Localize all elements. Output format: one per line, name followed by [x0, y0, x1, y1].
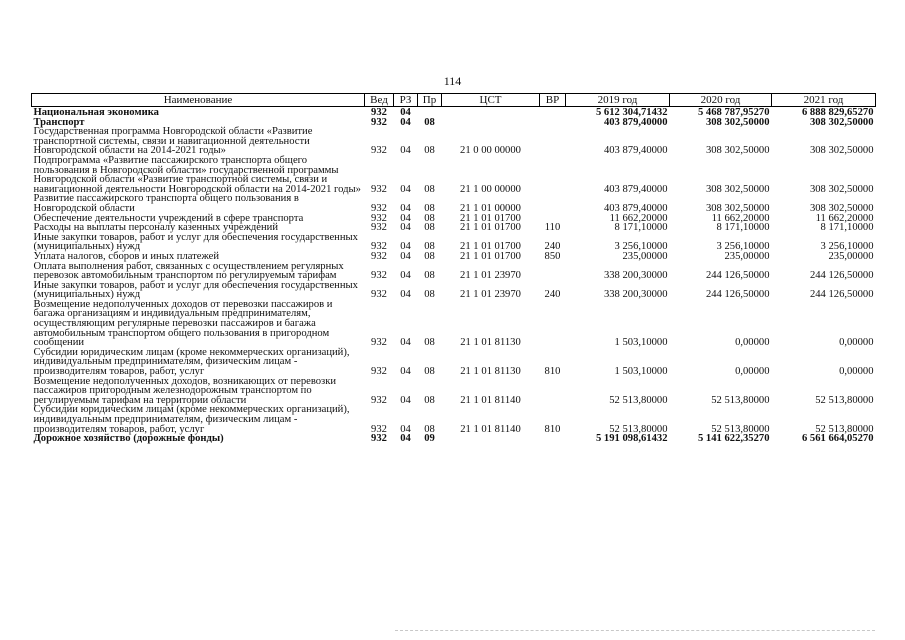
header-cst: ЦСТ [442, 94, 540, 107]
row-rz: 04 [400, 250, 411, 262]
row-rz: 04 [400, 337, 411, 349]
row-2021: 52 513,80000 [815, 423, 874, 435]
row-pr: 09 [424, 433, 435, 445]
row-pr [418, 107, 442, 118]
header-pr: Пр [418, 94, 442, 107]
header-ved: Вед [365, 94, 394, 107]
row-rz: 04 [400, 222, 411, 234]
table-row [32, 233, 876, 252]
row-2021: 235,00000 [828, 250, 874, 262]
row-2020: 308 302,50000 [705, 116, 770, 128]
row-2021: 308 302,50000 [809, 202, 874, 214]
row-rz: 04 [400, 433, 411, 445]
row-2019: 5 191 098,61432 [595, 433, 668, 445]
table-row [32, 434, 876, 444]
row-vr [540, 377, 566, 406]
row-pr: 08 [424, 289, 435, 301]
row-ved: 932 [371, 270, 387, 282]
row-pr: 08 [424, 145, 435, 157]
row-pr: 08 [424, 250, 435, 262]
row-2019: 403 879,40000 [603, 183, 668, 195]
row-name: Возмещение недополученных доходов от перевозки пассажиров и багажа организациям и индивидуальным предпринимателям, осуществляющим регулярные перевозки пассажиров и багажа автомобильным транспортом общего пользования в пригородном сообщении [33, 298, 333, 349]
row-cst [442, 107, 540, 118]
row-name: Иные закупки товаров, работ и услуг для обеспечения государственных (муниципальных) нужд [33, 279, 358, 301]
row-2020: 308 302,50000 [705, 183, 770, 195]
row-pr: 08 [424, 366, 435, 378]
row-cst: 21 1 01 23970 [460, 270, 521, 282]
row-name: Обеспечение деятельности учреждений в сфере транспорта [33, 212, 304, 224]
row-2021: 308 302,50000 [809, 183, 874, 195]
row-cst [442, 434, 540, 444]
row-ved: 932 [371, 183, 387, 195]
row-2019: 338 200,30000 [603, 270, 668, 282]
row-vr: 110 [544, 222, 561, 234]
row-2021: 244 126,50000 [809, 270, 874, 282]
row-2019: 403 879,40000 [603, 202, 668, 214]
row-ved: 932 [371, 289, 387, 301]
row-vr [540, 127, 566, 156]
row-vr [540, 156, 566, 194]
row-ved: 932 [371, 433, 387, 445]
row-vr: 850 [544, 250, 561, 262]
row-2019: 1 503,10000 [614, 366, 668, 378]
row-name: Субсидии юридическим лицам (кроме некоммерческих организаций), индивидуальным предпринимателям, физическим лицам - производителям товаров, работ, услуг [33, 346, 350, 378]
row-cst: 21 1 01 01700 [460, 222, 521, 234]
table-row [32, 281, 876, 300]
row-cst: 21 1 01 23970 [460, 289, 521, 301]
row-2021: 244 126,50000 [809, 289, 874, 301]
row-pr: 08 [424, 423, 435, 435]
row-2020: 5 141 622,35270 [697, 433, 770, 445]
row-2020: 3 256,10000 [716, 241, 770, 253]
row-cst: 21 1 01 01700 [460, 250, 521, 262]
row-pr: 08 [424, 116, 435, 128]
row-rz: 04 [400, 183, 411, 195]
budget-table [31, 93, 876, 444]
row-ved: 932 [371, 337, 387, 349]
header-name: Наименование [32, 94, 365, 107]
row-2021: 0,00000 [839, 337, 874, 349]
row-name: Расходы на выплаты персоналу казенных учреждений [33, 222, 278, 234]
row-vr [540, 262, 566, 281]
row-rz: 04 [400, 116, 411, 128]
row-2019: 11 662,20000 [609, 212, 668, 224]
header-2019: 2019 год [566, 94, 670, 107]
row-2020: 11 662,20000 [711, 212, 770, 224]
row-2019: 235,00000 [622, 250, 668, 262]
row-2021: 3 256,10000 [820, 241, 874, 253]
header-vr: ВР [540, 94, 566, 107]
row-2020: 308 302,50000 [705, 202, 770, 214]
row-rz: 04 [400, 202, 411, 214]
row-2021: 8 171,10000 [820, 222, 874, 234]
row-2020: 0,00000 [735, 366, 770, 378]
row-cst [442, 118, 540, 128]
row-2020: 52 513,80000 [711, 394, 770, 406]
row-name: Возмещение недополученных доходов, возникающих от перевозки пассажиров пригородным железнодорожным транспортом по регулируемым тарифам на территории области [33, 375, 337, 406]
row-vr: 240 [544, 289, 561, 301]
table-row [32, 127, 876, 156]
row-ved: 932 [371, 202, 387, 214]
row-2019: 403 879,40000 [603, 145, 668, 157]
row-2019: 52 513,80000 [609, 394, 668, 406]
row-rz: 04 [400, 423, 411, 435]
row-pr: 08 [424, 202, 435, 214]
row-ved: 932 [371, 145, 387, 157]
table-row [32, 156, 876, 194]
row-rz: 04 [400, 145, 411, 157]
table-row [32, 300, 876, 348]
row-vr: 810 [544, 366, 561, 378]
row-rz: 04 [400, 289, 411, 301]
row-name: Национальная экономика [33, 107, 159, 118]
page-number: 114 [443, 74, 462, 88]
row-vr [540, 194, 566, 213]
row-name: Иные закупки товаров, работ и услуг для обеспечения государственных (муниципальных) нужд [33, 231, 358, 253]
row-2020: 5 468 787,95270 [697, 107, 770, 118]
table-row [32, 405, 876, 434]
row-rz: 04 [400, 107, 411, 118]
row-ved: 932 [371, 394, 387, 406]
row-2019: 3 256,10000 [614, 241, 668, 253]
row-2019: 403 879,40000 [603, 116, 668, 128]
row-pr: 08 [424, 337, 435, 349]
row-vr: 240 [544, 241, 561, 253]
row-name: Уплата налогов, сборов и иных платежей [33, 250, 220, 262]
row-ved: 932 [371, 241, 387, 253]
row-2020: 52 513,80000 [711, 423, 770, 435]
row-vr [540, 300, 566, 348]
row-2020: 244 126,50000 [705, 289, 770, 301]
row-cst: 21 1 01 81140 [460, 394, 521, 406]
row-2020: 8 171,10000 [716, 222, 770, 234]
row-name: Государственная программа Новгородской области «Развитие транспортной системы, связи и навигационной деятельности Новгородской области на 2014-2021 годы» [33, 126, 313, 157]
row-pr: 08 [424, 394, 435, 406]
row-name: Подпрограмма «Развитие пассажирского транспорта общего пользования в Новгородской области» государственной программы Новгородской области «Развитие транспортной системы, связи и навигационной деятельности Новгородской области на 2014-2021 годы» [33, 154, 361, 195]
table-body [32, 107, 876, 444]
row-cst: 21 1 01 81140 [460, 423, 521, 435]
row-2021: 52 513,80000 [815, 394, 874, 406]
row-2021: 0,00000 [839, 366, 874, 378]
row-2020: 235,00000 [724, 250, 770, 262]
header-2020: 2020 год [670, 94, 772, 107]
row-2021: 6 561 664,05270 [801, 433, 874, 445]
row-ved: 932 [371, 250, 387, 262]
table-header-row [32, 94, 876, 107]
row-2019: 1 503,10000 [614, 337, 668, 349]
row-rz: 04 [400, 366, 411, 378]
row-2021: 308 302,50000 [809, 145, 874, 157]
row-name: Развитие пассажирского транспорта общего пользования в Новгородской области [33, 193, 299, 214]
row-ved: 932 [371, 116, 387, 128]
header-2021: 2021 год [772, 94, 876, 107]
scan-artifact [395, 630, 875, 632]
row-cst: 21 1 01 00000 [460, 202, 521, 214]
row-name: Транспорт [33, 116, 85, 128]
row-name: Субсидии юридическим лицам (кроме некоммерческих организаций), индивидуальным предпринимателям, физическим лицам - производителям товаров, работ, услуг [33, 404, 350, 435]
row-ved: 932 [371, 366, 387, 378]
row-2019: 338 200,30000 [603, 289, 668, 301]
row-2021: 308 302,50000 [809, 116, 874, 128]
table-row [32, 262, 876, 281]
row-pr: 08 [424, 212, 435, 224]
row-cst: 21 1 01 81130 [460, 337, 521, 349]
row-cst: 21 0 00 00000 [460, 145, 521, 157]
row-vr [540, 434, 566, 444]
table-row [32, 348, 876, 377]
row-rz: 04 [400, 394, 411, 406]
row-vr [540, 118, 566, 128]
row-cst: 21 1 01 01700 [460, 241, 521, 253]
table-row [32, 377, 876, 406]
row-2019: 52 513,80000 [609, 423, 668, 435]
row-rz: 04 [400, 270, 411, 282]
row-2021: 6 888 829,65270 [801, 107, 874, 118]
row-ved: 932 [371, 423, 387, 435]
table-row [32, 194, 876, 213]
table-row [32, 107, 876, 118]
row-vr [540, 107, 566, 118]
row-2020: 244 126,50000 [705, 270, 770, 282]
row-2019: 8 171,10000 [614, 222, 668, 234]
row-pr: 08 [424, 183, 435, 195]
row-cst: 21 1 01 01700 [460, 212, 521, 224]
row-cst: 21 1 01 81130 [460, 366, 521, 378]
row-ved: 932 [371, 222, 387, 234]
row-2020: 0,00000 [735, 337, 770, 349]
row-rz: 04 [400, 241, 411, 253]
row-ved: 932 [371, 212, 387, 224]
row-2019: 5 612 304,71432 [595, 107, 668, 118]
row-ved: 932 [371, 107, 387, 118]
row-2021: 11 662,20000 [815, 212, 874, 224]
header-rz: РЗ [394, 94, 418, 107]
row-cst: 21 1 00 00000 [460, 183, 521, 195]
row-name: Дорожное хозяйство (дорожные фонды) [33, 433, 224, 445]
row-rz: 04 [400, 212, 411, 224]
row-name: Оплата выполнения работ, связанных с осуществлением регулярных перевозок автомобильным транспортом по регулируемым тарифам [33, 260, 344, 282]
row-vr: 810 [544, 423, 561, 435]
row-pr: 08 [424, 270, 435, 282]
row-pr: 08 [424, 222, 435, 234]
row-2020: 308 302,50000 [705, 145, 770, 157]
row-pr: 08 [424, 241, 435, 253]
